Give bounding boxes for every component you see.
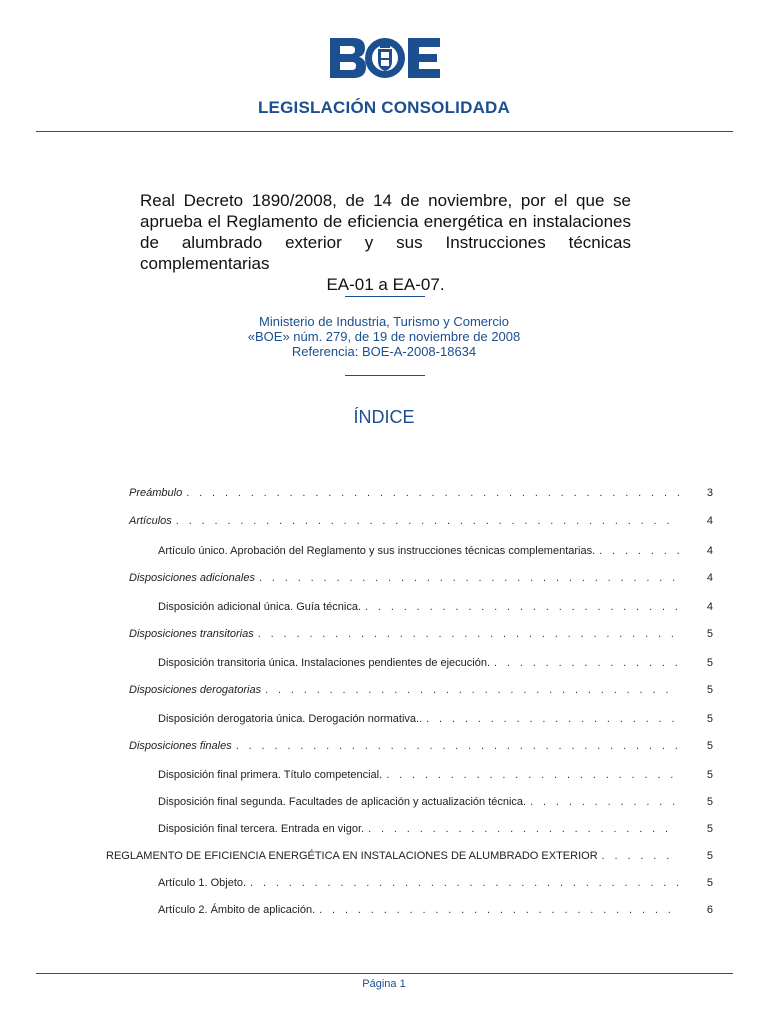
toc-page: 5 (706, 657, 713, 669)
toc-entry[interactable]: Disposición transitoria única. Instalaciones pendientes de ejecución. . . . (158, 657, 679, 673)
toc-entry[interactable]: Disposiciones adicionales . . . (129, 572, 679, 588)
toc-entry[interactable]: Disposición final tercera. Entrada en vigor. . . . (158, 823, 679, 839)
toc-entry[interactable]: REGLAMENTO DE EFICIENCIA ENERGÉTICA EN INSTALACIONES DE ALUMBRADO EXTERIOR . . . (106, 850, 679, 866)
toc-page: 5 (706, 850, 713, 862)
toc-entry[interactable]: Preámbulo . . . (129, 487, 679, 503)
document-title-last: EA-01 a EA-07. (326, 275, 445, 294)
toc-page: 5 (706, 684, 713, 696)
document-title (140, 190, 631, 295)
toc-entry[interactable]: Disposición final primera. Título competencial. . . . (158, 769, 679, 785)
toc-page: 5 (706, 628, 713, 640)
toc-entry[interactable]: Disposiciones finales . . . (129, 740, 679, 756)
toc-entry[interactable]: Disposiciones derogatorias . . . (129, 684, 679, 700)
document-title-main: Real Decreto 1890/2008, de 14 de noviembre, por el que se aprueba el Reglamento de eficiencia energética en instalaciones de alumbrado exterior y sus Instrucciones técnicas complementarias (140, 191, 631, 273)
footer-page-label: Página 1 (362, 978, 406, 990)
toc-page: 4 (706, 545, 713, 557)
toc-page: 5 (706, 796, 713, 808)
toc-page: 4 (706, 572, 713, 584)
boe-reference: «BOE» núm. 279, de 19 de noviembre de 2008 (247, 329, 521, 344)
toc-page: 3 (706, 487, 713, 499)
toc-entry[interactable]: Disposiciones transitorias . . . (129, 628, 679, 644)
toc-page: 5 (706, 769, 713, 781)
footer-divider (36, 973, 733, 974)
toc-entry[interactable]: Artículo 2. Ámbito de aplicación. . . . (158, 904, 679, 920)
toc-page: 4 (706, 515, 713, 527)
index-title: ÍNDICE (353, 407, 415, 427)
toc-entry[interactable]: Disposición adicional única. Guía técnica. . . . (158, 601, 679, 617)
toc-entry[interactable]: Disposición final segunda. Facultades de aplicación y actualización técnica. . . . (158, 796, 679, 812)
toc-entry[interactable]: Artículos . . . (129, 515, 679, 531)
meta-divider-bottom (345, 375, 425, 376)
document-reference: Referencia: BOE-A-2008-18634 (291, 344, 477, 359)
toc-entry[interactable]: Disposición derogatoria única. Derogación normativa.. . . . (158, 713, 679, 729)
toc-page: 6 (706, 904, 713, 916)
toc-entry[interactable]: Artículo 1. Objeto. . . . (158, 877, 679, 893)
toc-entry[interactable]: Artículo único. Aprobación del Reglamento y sus instrucciones técnicas complementarias. . . . (158, 545, 679, 561)
toc-page: 5 (706, 740, 713, 752)
header-divider (36, 131, 733, 132)
header-title: LEGISLACIÓN CONSOLIDADA (257, 98, 511, 117)
toc-page: 5 (706, 713, 713, 725)
toc-page: 4 (706, 601, 713, 613)
toc-page: 5 (706, 877, 713, 889)
ministry: Ministerio de Industria, Turismo y Comercio (259, 314, 509, 329)
toc-page: 5 (706, 823, 713, 835)
meta-divider-top (345, 296, 425, 297)
boe-logo (329, 36, 441, 80)
